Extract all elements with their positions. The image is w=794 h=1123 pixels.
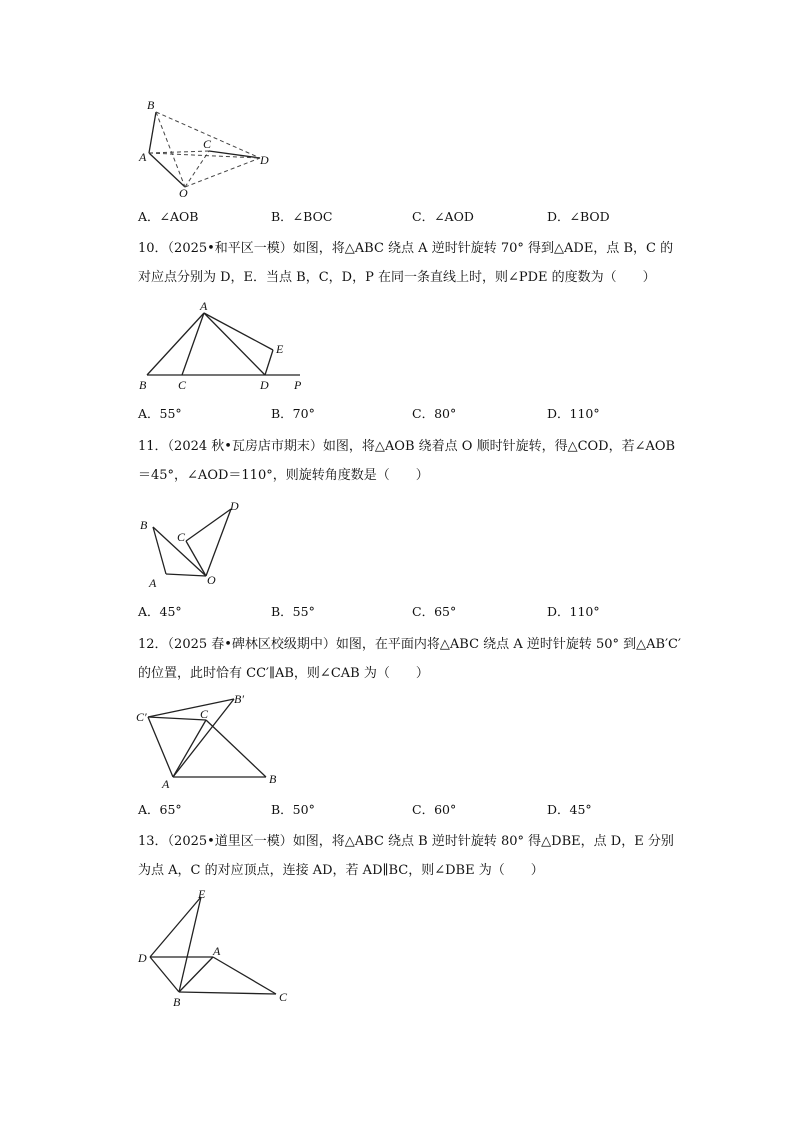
q12-label-c-prime: C′ — [136, 710, 147, 724]
q9-option-b[interactable]: B．∠BOC — [271, 209, 333, 224]
q10-label-p: P — [294, 378, 302, 392]
q9-label-a: A — [139, 150, 147, 164]
q12-figure — [130, 690, 290, 795]
q9-option-c[interactable]: C．∠AOD — [412, 209, 474, 224]
q13-diagram — [130, 885, 305, 1010]
q12-label-a: A — [162, 777, 170, 791]
q13-label-c: C — [279, 990, 288, 1004]
q11-figure — [130, 495, 260, 590]
q12-diagram — [130, 690, 290, 795]
q13-stem — [138, 827, 678, 885]
q11-label-c: C — [177, 530, 186, 544]
q10-stem-line1: 10．（2025•和平区一模）如图，将△ABC 绕点 A 逆时针旋转 70° 得到△ADE，点 B，C 的 — [138, 241, 674, 256]
q11-option-b[interactable]: B．55° — [271, 604, 315, 619]
q11-stem-line2: ＝45°，∠AOD＝110°，则旋转角度数是（ ） — [138, 468, 429, 483]
q9-label-o: O — [179, 186, 188, 200]
q11-label-o: O — [207, 573, 216, 587]
q9-option-a[interactable]: A．∠AOB — [138, 209, 199, 224]
q11-option-d[interactable]: D．110° — [547, 604, 600, 619]
q10-diagram — [130, 298, 320, 393]
q12-options — [138, 800, 738, 818]
q12-option-c[interactable]: C．60° — [412, 802, 457, 817]
q11-diagram — [130, 495, 260, 590]
q12-stem — [138, 630, 681, 688]
q10-option-b[interactable]: B．70° — [271, 406, 315, 421]
q11-option-c[interactable]: C．65° — [412, 604, 457, 619]
q12-stem-line2: 的位置，此时恰有 CC′∥AB，则∠CAB 为（ ） — [138, 666, 429, 681]
q10-label-d: D — [260, 378, 269, 392]
q9-figure — [130, 95, 280, 200]
q10-label-c: C — [178, 378, 187, 392]
q10-figure — [130, 298, 320, 393]
q9-option-d[interactable]: D．∠BOD — [547, 209, 610, 224]
q10-label-e: E — [276, 342, 284, 356]
q9-label-c: C — [203, 137, 212, 151]
q10-stem-line2: 对应点分别为 D，E．当点 B，C，D，P 在同一条直线上时，则∠PDE 的度数为（ ） — [138, 270, 656, 285]
q10-options — [138, 404, 738, 422]
q13-figure — [130, 885, 305, 1010]
q13-stem-line1: 13．（2025•道里区一模）如图，将△ABC 绕点 B 逆时针旋转 80° 得△DBE，点 D，E 分别 — [138, 834, 674, 849]
q9-label-b: B — [147, 98, 155, 112]
q13-label-b: B — [173, 995, 181, 1009]
q12-option-a[interactable]: A．65° — [138, 802, 182, 817]
q12-option-d[interactable]: D．45° — [547, 802, 592, 817]
q10-option-d[interactable]: D．110° — [547, 406, 600, 421]
q10-stem — [138, 234, 678, 292]
q10-label-b: B — [139, 378, 147, 392]
q13-label-a: A — [213, 944, 221, 958]
q11-option-a[interactable]: A．45° — [138, 604, 182, 619]
q10-label-a: A — [200, 299, 208, 313]
q11-stem-line1: 11．（2024 秋•瓦房店市期末）如图，将△AOB 绕着点 O 顺时针旋转，得△COD，若∠AOB — [138, 439, 676, 454]
q9-diagram — [130, 95, 280, 200]
q11-options — [138, 602, 738, 620]
q12-option-b[interactable]: B．50° — [271, 802, 315, 817]
q11-label-a: A — [149, 576, 157, 590]
q13-stem-line2: 为点 A，C 的对应顶点，连接 AD，若 AD∥BC，则∠DBE 为（ ） — [138, 863, 544, 878]
q10-option-a[interactable]: A．55° — [138, 406, 182, 421]
q13-label-d: D — [138, 951, 147, 965]
q11-label-b: B — [140, 518, 148, 532]
q9-label-d: D — [260, 153, 269, 167]
q12-label-c: C — [200, 707, 209, 721]
q9-options — [138, 207, 738, 225]
q11-stem — [138, 432, 678, 490]
q12-label-b: B — [269, 772, 277, 786]
q10-option-c[interactable]: C．80° — [412, 406, 457, 421]
q13-label-e: E — [198, 887, 206, 901]
q12-stem-line1: 12．（2025 春•碑林区校级期中）如图，在平面内将△ABC 绕点 A 逆时针旋转 50° 到△AB′C′ — [138, 637, 681, 652]
q11-label-d: D — [230, 499, 239, 513]
q12-label-b-prime: B′ — [234, 692, 244, 706]
